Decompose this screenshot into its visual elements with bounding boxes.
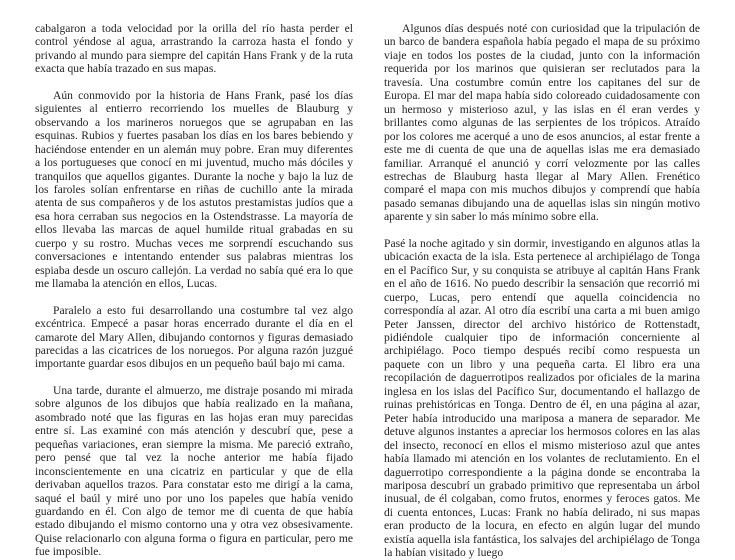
paragraph-gap — [35, 76, 353, 89]
right-paragraph-1: Algunos días después noté con curiosidad que la tripulación de un barco de bandera española había pegado el mapa de su próximo viaje en todos los postes de la ciudad, junto con la información requerida por los marinos que quisieran ser reclutados para la travesía. Una costumbre común entre los capitanes del sur de Europa. El mar del mapa había sido coloreado cuidadosamente con un hermoso y misterioso azul, y las islas en él eran verdes y brillantes como algunas de las serpientes de los trópicos. Atraído por los colores me acerqué a uno de esos anuncios, al estar frente a este me di cuenta de que una de aquellas islas me era demasiado familiar. Arranqué el anunció y corrí velozmente por las calles estrechas de Blauburg hasta llegar al Mary Allen. Frenético comparé el mapa con mis muchos dibujos y comprendí que había pasado semanas dibujando una de aquellas islas sin ningún motivo aparente y sin saber lo más mínimo sobre ella. — [384, 22, 700, 224]
paragraph-gap — [384, 224, 700, 237]
left-paragraph-3: Paralelo a esto fui desarrollando una costumbre tal vez algo excéntrica. Empecé a pasar horas encerrado durante el día en el camarote del Mary Allen, dibujando contornos y figuras demasiado parecidas a las cicatrices de los noruegos. Por alguna razón juzgué importante guardar esos dibujos en un pequeño baúl bajo mi cama. — [35, 303, 353, 371]
left-paragraph-2: Aún conmovido por la historia de Hans Frank, pasé los días siguientes al entierro recorriendo los muelles de Blauburg y observando a los marineros noruegos que se agrupaban en las esquinas. Rubios y fuertes pasaban los días en los bares bebiendo y haciéndose entender en un alemán muy pobre. Eran muy diferentes a los portugueses que conocí en mi juventud, mucho más dóciles y tranquilos que aquellos gigantes. Durante la noche y bajo la luz de los faroles solían enfrentarse en riñas de cuchillo ante la mirada atenta de sus compañeros y de los astutos prestamistas judíos que a esa hora cerraban sus negocios en la Ostendstrasse. La mayoría de ellos llevaba las marcas de aquel humilde ritual grabadas en su cuerpo y su rostro. Muchas veces me sorprendí escuchando sus conversaciones e intentando entender sus palabras mientras los espiaba desde un oscuro callejón. La verdad no sabía qué era lo que me llamaba la atención en ellos, Lucas. — [35, 88, 353, 291]
paragraph-gap — [35, 371, 353, 384]
right-paragraph-2: Pasé la noche agitado y sin dormir, investigando en algunos atlas la ubicación exacta de la isla. Esta pertenece al archipiélago de Tonga en el Pacífico Sur, y su conquista se atribuye al capitán Hans Frank en el año de 1616. No puedo describir la sensación que recorrió mi cuerpo, Lucas, pero entendí que aquella coincidencia no correspondía al azar. Al otro día escribí una carta a mi buen amigo Peter Janssen, director del archivo histórico de Rottenstadt, pidiéndole cualquier tipo de información concerniente al archipiélago. Poco tiempo después recibí como respuesta un paquete con un libro y una pequeña carta. El libro era una recopilación de daguerrotipos realizados por oficiales de la marina inglesa en los islas del Pacífico Sur, documentando el hallazgo de ruinas prehistóricas en Tonga. Dentro de él, en una página al azar, Peter había introducido una mariposa a manera de separador. Me detuve algunos instantes a apreciar los hermosos colores en las alas del insecto, reconocí en ellos el mismo misterioso azul que antes había llamado mi atención en los volantes de reclutamiento. En el daguerrotipo correspondiente a la página donde se encontraba la mariposa descubrí un grabado primitivo que representaba un árbol inusual, de él colgaban, como frutos, enormes y feroces gatos. Me di cuenta entonces, Lucas: Frank no había delirado, ni sus mapas eran producto de la locura, en efecto en algún lugar del mundo existía aquella isla fantástica, los salvajes del archipiélago de Tonga la habían visitado y luego — [384, 236, 700, 560]
left-paragraph-1: cabalgaron a toda velocidad por la orilla del río hasta perder el control yéndose al agua, arrastrando la carroza hasta el fondo y privando al mundo para siempre del capitán Hans Frank y de la ruta exacta que había trazado en sus mapas. — [35, 22, 353, 76]
left-page — [35, 22, 353, 559]
paragraph-gap — [35, 291, 353, 304]
left-paragraph-4: Una tarde, durante el almuerzo, me distraje posando mi mirada sobre algunos de los dibujos que había realizado en la mañana, asombrado noté que las figuras en las hojas eran muy parecidas entre sí. Las examiné con más atención y descubrí que, pese a pequeñas variaciones, eran siempre la misma. Me pareció extraño, pero pensé que tal vez la noche anterior me había fijado inconscientemente en una cicatriz en particular y que de ella derivaban aquellos trazos. Para constatar esto me dirigí a la cama, saqué el baúl y miré uno por uno los papeles que había venido guardando en él. Con algo de temor me di cuenta de que había estado dibujando el mismo contorno una y otra vez obsesivamente. Quise relacionarlo con alguna forma o figura en particular, pero me fue imposible. — [35, 383, 353, 559]
right-page — [384, 22, 700, 560]
